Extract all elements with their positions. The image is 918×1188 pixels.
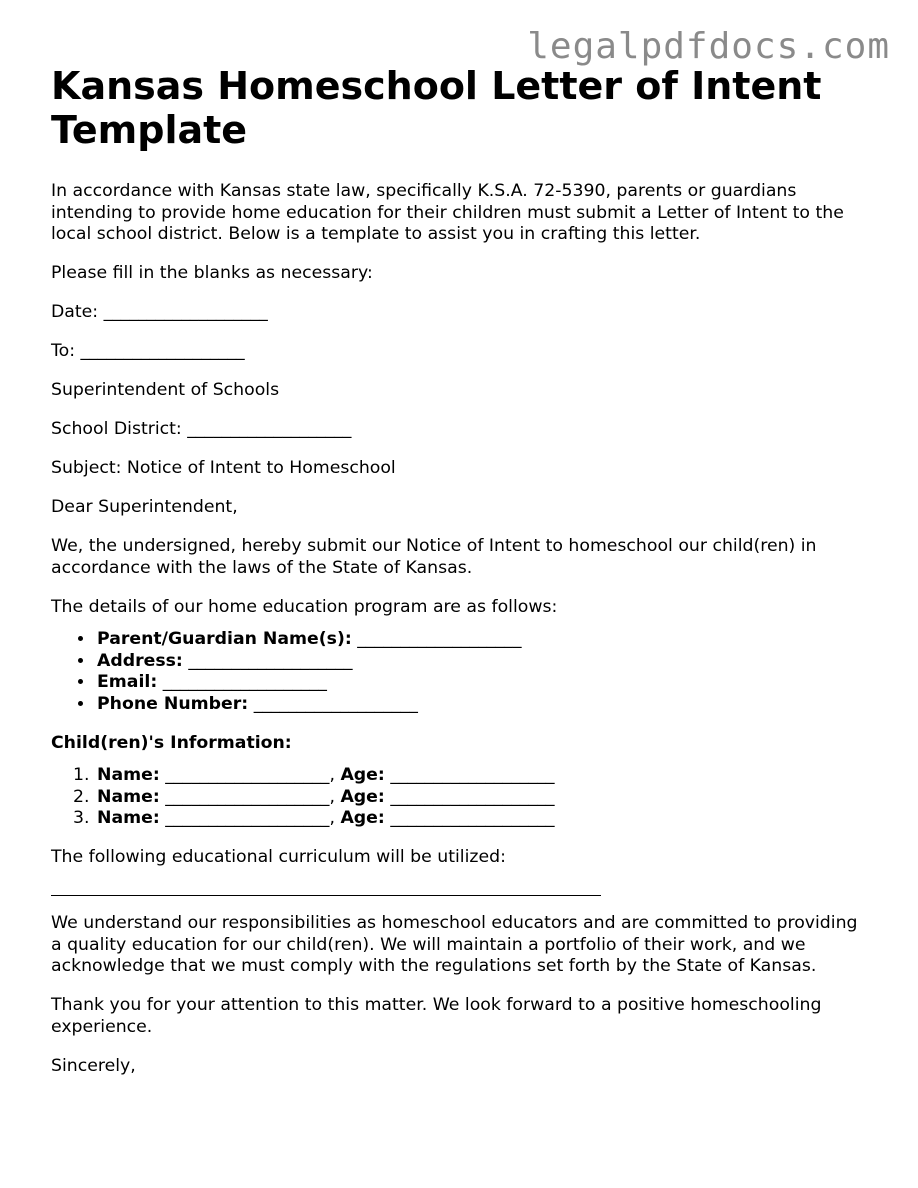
child-name-label: Name:	[97, 786, 160, 807]
subject-line: Subject: Notice of Intent to Homeschool	[51, 458, 396, 478]
page-title: Kansas Homeschool Letter of Intent Template	[51, 64, 822, 152]
child-age-label: Age:	[340, 808, 385, 828]
document-page	[51, 64, 871, 1077]
submit-paragraph: We, the undersigned, hereby submit our Notice of Intent to homeschool our child(ren) in accordance with the laws of the State of Kansas.	[51, 536, 817, 578]
date-blank[interactable]: ___________________	[103, 302, 268, 322]
district-blank[interactable]: ___________________	[187, 419, 352, 439]
child-name-blank[interactable]: ___________________	[165, 786, 330, 807]
child-age-label: Age:	[340, 765, 385, 785]
child-age-blank[interactable]: ___________________	[390, 786, 555, 807]
salutation: Dear Superintendent,	[51, 497, 238, 517]
child-name-blank[interactable]: ___________________	[165, 765, 330, 785]
to-label: To:	[51, 341, 76, 361]
child-name-label: Name:	[97, 808, 160, 828]
child-age-blank[interactable]: ___________________	[390, 765, 555, 785]
parent-label: Parent/Guardian Name(s):	[97, 629, 352, 649]
phone-label: Phone Number:	[97, 693, 249, 714]
list-item	[95, 629, 871, 651]
responsibility-paragraph: We understand our responsibilities as homeschool educators and are committed to providing a quality education for our child(ren). We will maintain a portfolio of their work, and we acknowledge that we must comply with the regulations set forth by the State of Kansas.	[51, 913, 858, 976]
watermark: legalpdfdocs.com	[527, 26, 890, 67]
to-blank[interactable]: ___________________	[80, 341, 245, 361]
closing: Sincerely,	[51, 1055, 136, 1076]
children-heading-text: Child(ren)'s Information:	[51, 732, 292, 753]
thanks-paragraph: Thank you for your attention to this matter. We look forward to a positive homeschooling experience.	[51, 995, 822, 1037]
district-line	[51, 419, 871, 441]
address-blank[interactable]: ___________________	[188, 650, 353, 671]
list-item: 1. Name: ___________________, Age: ___________________	[95, 765, 871, 787]
instruction-text: Please fill in the blanks as necessary:	[51, 263, 373, 283]
curriculum-blank-line[interactable]	[51, 895, 601, 896]
list-item	[95, 651, 871, 673]
district-label: School District:	[51, 419, 182, 439]
date-line	[51, 302, 871, 324]
details-list	[51, 629, 871, 715]
intro-paragraph: In accordance with Kansas state law, specifically K.S.A. 72-5390, parents or guardians intending to provide home education for their children must submit a Letter of Intent to the local school district. Below is a template to assist you in crafting this letter.	[51, 181, 844, 244]
email-label: Email:	[97, 672, 158, 692]
list-item: 3. Name: ___________________, Age: ___________________	[95, 808, 871, 830]
children-list	[51, 765, 871, 830]
list-item	[95, 672, 871, 694]
date-label: Date:	[51, 302, 99, 322]
details-intro: The details of our home education program are as follows:	[51, 596, 558, 617]
child-name-blank[interactable]: ___________________	[165, 808, 330, 828]
phone-blank[interactable]: ___________________	[253, 693, 418, 714]
superintendent-line: Superintendent of Schools	[51, 380, 280, 400]
child-age-label: Age:	[340, 786, 385, 807]
parent-blank[interactable]: ___________________	[357, 629, 522, 649]
children-heading	[51, 733, 871, 755]
list-item: 2. Name: ___________________, Age: ___________________	[95, 787, 871, 809]
address-label: Address:	[97, 650, 183, 671]
list-item	[95, 694, 871, 716]
child-age-blank[interactable]: ___________________	[390, 808, 555, 828]
curriculum-intro: The following educational curriculum will be utilized:	[51, 847, 506, 867]
to-line	[51, 341, 871, 363]
child-name-label: Name:	[97, 765, 160, 785]
email-blank[interactable]: ___________________	[162, 672, 327, 692]
